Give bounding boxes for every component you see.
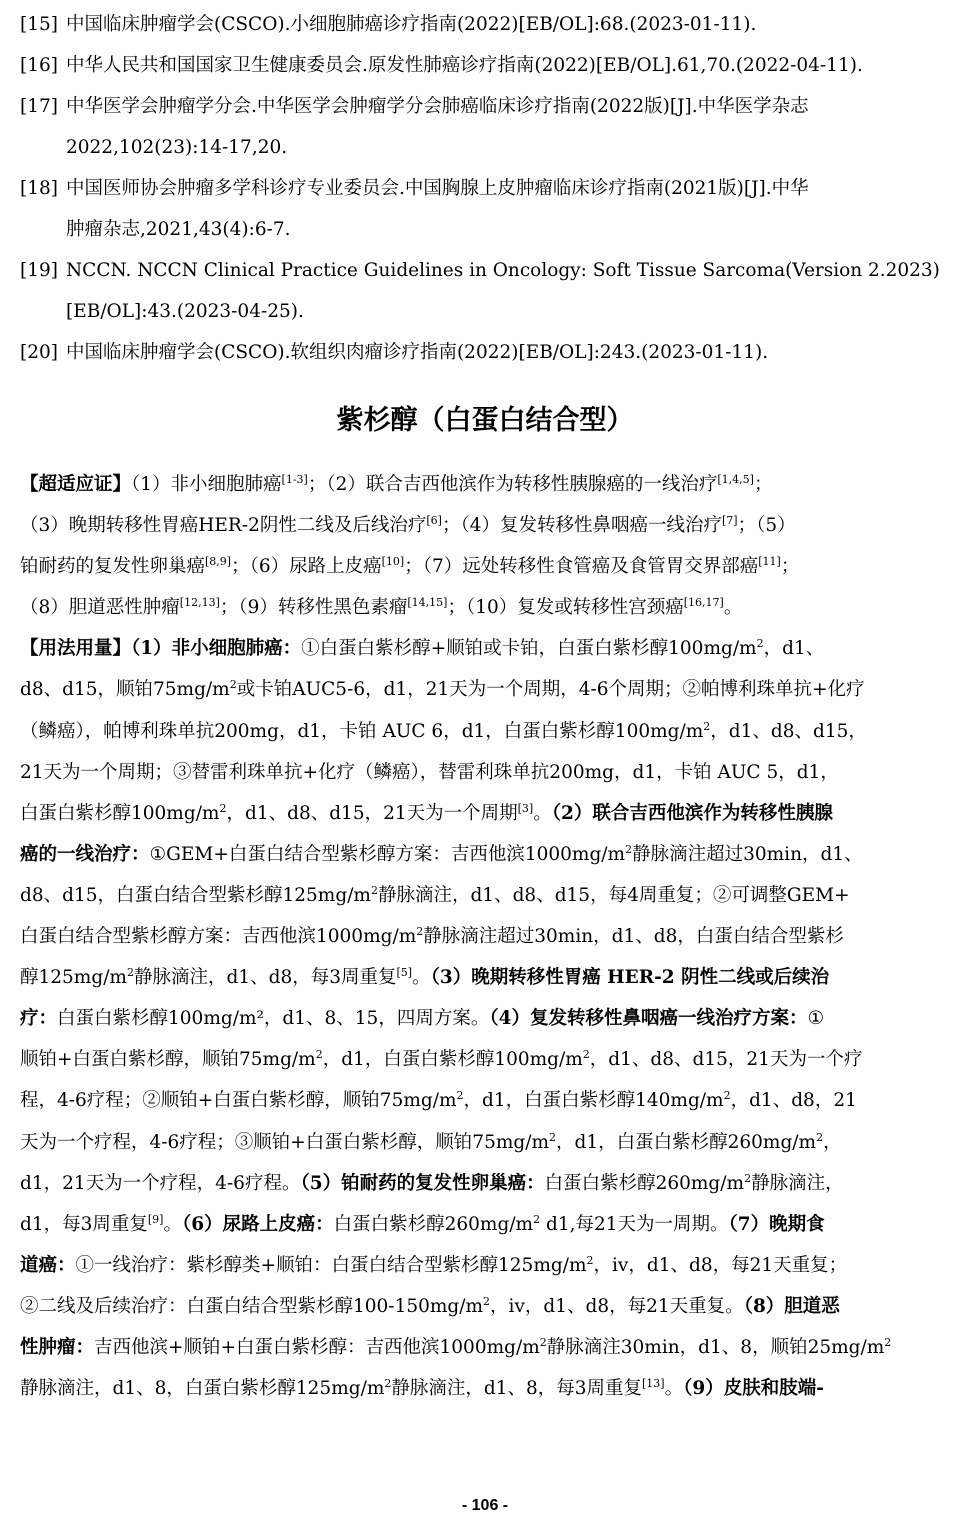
reference-item (20, 4, 940, 45)
text-run: ，iv，d1、d8，每21天重复。 (490, 1295, 744, 1317)
reference-number: [18] (20, 178, 58, 199)
text-run: 白蛋白紫杉醇100mg/m²，d1、8、15，四周方案。 (57, 1008, 490, 1030)
bold-text: （2）联合吉西他滨作为转移性胰腺 (551, 802, 833, 824)
text-run: d1，每3周重复 (20, 1213, 148, 1235)
text-run: ① (807, 1008, 825, 1030)
text-run: d8、d15，白蛋白结合型紫杉醇125mg/m (20, 884, 371, 906)
text-run: ； (753, 474, 773, 495)
text-line (20, 1080, 942, 1121)
text-run: 白蛋白结合型紫杉醇方案：吉西他滨1000mg/m (20, 926, 417, 948)
citation-superscript: 2 (884, 1335, 892, 1349)
section-title: 紫杉醇（白蛋白结合型） (336, 405, 634, 436)
reference-number: [20] (20, 342, 58, 363)
citation-superscript: 2 (219, 801, 227, 815)
citation-superscript: 2 (229, 678, 237, 692)
bold-text: （7）晚期食 (728, 1213, 825, 1235)
text-run: 静脉滴注，d1、d8、d15，每4周重复；②可调整GEM+ (377, 884, 850, 906)
reference-number: [17] (20, 96, 58, 117)
text-line (20, 711, 942, 752)
text-line (20, 1286, 942, 1327)
text-run: 。 (163, 1213, 182, 1235)
text-run: （鳞癌），帕博利珠单抗200mg，d1，卡铂 AUC 6，d1，白蛋白紫杉醇100mg/m (20, 720, 704, 742)
text-run: 白蛋白紫杉醇260mg/m (544, 1172, 745, 1194)
text-run: 静脉滴注，d1、d8，每3周重复 (133, 967, 397, 989)
citation-superscript: [11] (758, 555, 781, 569)
text-run: 顺铂+白蛋白紫杉醇，顺铂75mg/m (20, 1049, 316, 1071)
bold-text: （9）皮肤和肢端- (683, 1378, 824, 1400)
text-run: 静脉滴注，d1、8，每3周重复 (391, 1378, 643, 1400)
bold-text: 【超适应证】 (20, 474, 132, 495)
citation-superscript: 2 (315, 1048, 323, 1062)
bold-text: （4）复发转移性鼻咽癌一线治疗方案： (489, 1008, 808, 1030)
text-line (20, 793, 942, 834)
text-run: d1，21天为一个疗程，4-6疗程。 (20, 1172, 301, 1194)
text-line (20, 669, 942, 710)
text-line (20, 464, 942, 505)
text-run: ，d1、d8、d15， (710, 720, 867, 742)
bold-text: 疗： (20, 1008, 58, 1030)
text-run: 静脉滴注， (751, 1172, 844, 1194)
reference-number: [19] (20, 260, 58, 281)
citation-superscript: [10] (381, 555, 405, 569)
citation-superscript: 2 (384, 1376, 392, 1390)
text-run: ；（5） (737, 515, 796, 537)
text-run: 。 (723, 597, 743, 619)
citation-superscript: 2 (456, 1089, 464, 1103)
text-line (20, 1039, 942, 1080)
text-run: 铂耐药的复发性卵巢癌 (20, 556, 206, 578)
reference-number: [16] (20, 55, 58, 76)
citation-superscript: 2 (416, 924, 424, 938)
text-run: ， (823, 1131, 842, 1153)
section-body (20, 464, 942, 1409)
reference-text: 中国临床肿瘤学会(CSCO).小细胞肺癌诊疗指南(2022)[EB/OL]:68.(2023-01-11). (66, 14, 757, 35)
bold-text: （3）晚期转移性胃癌 HER-2 阴性二线或后续治 (430, 967, 830, 989)
text-run: 静脉滴注超过30min，d1、 (632, 843, 863, 865)
text-run: （3）晚期转移性胃癌HER-2阴性二线及后线治疗 (20, 515, 427, 537)
citation-superscript: [1-3] (281, 472, 308, 486)
text-run: ； (780, 556, 800, 578)
text-run: 。 (664, 1378, 684, 1400)
reference-number: [15] (20, 14, 58, 35)
text-run: 静脉滴注，d1、8，白蛋白紫杉醇125mg/m (20, 1378, 385, 1400)
text-line (20, 546, 942, 587)
reference-text: 中国临床肿瘤学会(CSCO).软组织肉瘤诊疗指南(2022)[EB/OL]:243.(2023-01-11). (66, 342, 769, 363)
citation-superscript: [9] (147, 1212, 164, 1226)
text-line (20, 875, 942, 916)
text-run: ，d1、d8、d15，21天为一个周期 (226, 802, 518, 824)
bold-text: 性肿瘤： (20, 1336, 95, 1358)
reference-text: 中华医学会肿瘤学分会.中华医学会肿瘤学分会肺癌临床诊疗指南(2022版)[J].中华医学杂志 (66, 96, 809, 117)
reference-item (20, 250, 940, 332)
reference-text: NCCN. NCCN Clinical Practice Guidelines in Oncology: Soft Tissue Sarcoma(Version 2.2023) (66, 260, 940, 281)
text-run: ；（4）复发转移性鼻咽癌一线治疗 (441, 515, 722, 537)
text-run: 。 (533, 802, 552, 824)
text-run: 天为一个疗程，4-6疗程；③顺铂+白蛋白紫杉醇，顺铂75mg/m (20, 1131, 549, 1153)
text-line (20, 1368, 942, 1409)
text-run: ，d1、d8，21 (730, 1090, 857, 1112)
text-run: ，d1，白蛋白紫杉醇260mg/m (556, 1131, 817, 1153)
reference-text: 中国医师协会肿瘤多学科诊疗专业委员会.中国胸腺上皮肿瘤临床诊疗指南(2021版)[J].中华 (66, 178, 809, 199)
reference-text: 肿瘤杂志,2021,43(4):6-7. (66, 219, 291, 240)
citation-superscript: 2 (549, 1130, 556, 1144)
text-line (20, 1327, 942, 1368)
text-line (20, 505, 942, 546)
text-run: ①一线治疗：紫杉醇类+顺铂：白蛋白结合型紫杉醇125mg/m (75, 1254, 587, 1276)
text-line (20, 587, 942, 628)
bold-text: （8）胆道恶 (743, 1295, 840, 1317)
text-line (20, 1122, 942, 1163)
reference-text: 中华人民共和国国家卫生健康委员会.原发性肺癌诊疗指南(2022)[EB/OL].61,70.(2022-04-11). (66, 55, 863, 76)
text-run: d1,每21天为一周期。 (540, 1213, 729, 1235)
text-run: ；（10）复发或转移性宫颈癌 (447, 597, 684, 619)
text-run: ①GEM+白蛋白结合型紫杉醇方案：吉西他滨1000mg/m (149, 843, 626, 865)
text-line (20, 1163, 942, 1204)
citation-superscript: 2 (816, 1130, 824, 1144)
text-run: （8）胆道恶性肿瘤 (20, 597, 180, 619)
text-run: 21天为一个周期；③替雷利珠单抗+化疗（鳞癌），替雷利珠单抗200mg，d1，卡铂 AUC 5，d1， (20, 761, 839, 783)
reference-text: [EB/OL]:43.(2023-04-25). (66, 301, 304, 322)
text-run: 吉西他滨+顺铂+白蛋白紫杉醇：吉西他滨1000mg/m (94, 1336, 540, 1358)
text-run: ，iv，d1、d8，每21天重复； (593, 1254, 848, 1276)
citation-superscript: 2 (744, 1171, 752, 1185)
text-run: 静脉滴注超过30min，d1、d8，白蛋白结合型紫杉 (423, 926, 844, 948)
text-run: 静脉滴注30min，d1、8，顺铂25mg/m (546, 1336, 885, 1358)
citation-superscript: 2 (370, 883, 378, 897)
citation-superscript: [13] (642, 1376, 665, 1390)
bold-text: 【用法用量】（1）非小细胞肺癌： (20, 638, 302, 660)
text-run: ；（6）尿路上皮癌 (231, 556, 382, 578)
citation-superscript: [3] (517, 801, 534, 815)
text-line (20, 834, 942, 875)
citation-superscript: 2 (586, 1253, 594, 1267)
text-run: （1）非小细胞肺癌 (131, 474, 282, 495)
bold-text: （6）尿路上皮癌： (182, 1213, 334, 1235)
text-run: ；（2）联合吉西他滨作为转移性胰腺癌的一线治疗 (307, 474, 718, 495)
text-run: ，d1、d8、d15，21天为一个疗 (589, 1049, 863, 1071)
reference-item (20, 86, 940, 168)
text-run: ，d1，白蛋白紫杉醇100mg/m (322, 1049, 583, 1071)
text-run: ②二线及后续治疗：白蛋白结合型紫杉醇100-150mg/m (20, 1295, 484, 1317)
text-run: 白蛋白紫杉醇260mg/m (333, 1213, 534, 1235)
citation-superscript: 2 (126, 965, 134, 979)
citation-superscript: [6] (426, 513, 442, 527)
text-line (20, 916, 942, 957)
citation-superscript: 2 (533, 1212, 541, 1226)
citation-superscript: [12,13] (179, 596, 220, 610)
reference-item (20, 168, 940, 250)
text-run: ①白蛋白紫杉醇+顺铂或卡铂，白蛋白紫杉醇100mg/m (301, 638, 757, 660)
text-run: ，d1，白蛋白紫杉醇140mg/m (463, 1090, 724, 1112)
text-line (20, 1245, 942, 1286)
text-run: 。 (412, 967, 431, 989)
citation-superscript: 2 (625, 842, 633, 856)
text-run: 醇125mg/m (20, 967, 127, 989)
citation-superscript: [5] (396, 965, 413, 979)
citation-superscript: [14,15] (407, 596, 448, 610)
reference-item (20, 332, 940, 373)
citation-superscript: 2 (756, 637, 764, 651)
text-line (20, 998, 942, 1039)
citation-superscript: [7] (722, 513, 738, 527)
citation-superscript: [8,9] (205, 555, 232, 569)
text-line (20, 957, 942, 998)
bold-text: 道癌： (20, 1254, 76, 1276)
citation-superscript: 2 (483, 1294, 491, 1308)
page-number: - 106 - (461, 1497, 509, 1514)
citation-superscript: [16,17] (683, 596, 724, 610)
text-run: ；（7）远处转移性食管癌及食管胃交界部癌 (404, 556, 759, 578)
reference-item (20, 45, 940, 86)
text-run: ，d1、 (763, 638, 825, 660)
reference-text: 2022,102(23):14-17,20. (66, 137, 288, 158)
bold-text: 癌的一线治疗： (20, 843, 150, 865)
text-line (20, 752, 942, 793)
citation-superscript: 2 (539, 1335, 547, 1349)
text-run: 或卡铂AUC5-6，d1，21天为一个周期，4-6个周期；②帕博利珠单抗+化疗 (236, 679, 865, 701)
text-run: ；（9）转移性黑色素瘤 (219, 597, 408, 619)
citation-superscript: 2 (723, 1089, 731, 1103)
text-run: 程，4-6疗程；②顺铂+白蛋白紫杉醇，顺铂75mg/m (20, 1090, 457, 1112)
text-line (20, 628, 942, 669)
bold-text: （5）铂耐药的复发性卵巢癌： (300, 1172, 545, 1194)
citation-superscript: 2 (703, 719, 711, 733)
reference-list (20, 4, 940, 373)
text-run: 白蛋白紫杉醇100mg/m (20, 802, 220, 824)
citation-superscript: [1,4,5] (717, 472, 754, 486)
text-run: d8、d15，顺铂75mg/m (20, 679, 230, 701)
text-line (20, 1204, 942, 1245)
citation-superscript: 2 (582, 1048, 590, 1062)
